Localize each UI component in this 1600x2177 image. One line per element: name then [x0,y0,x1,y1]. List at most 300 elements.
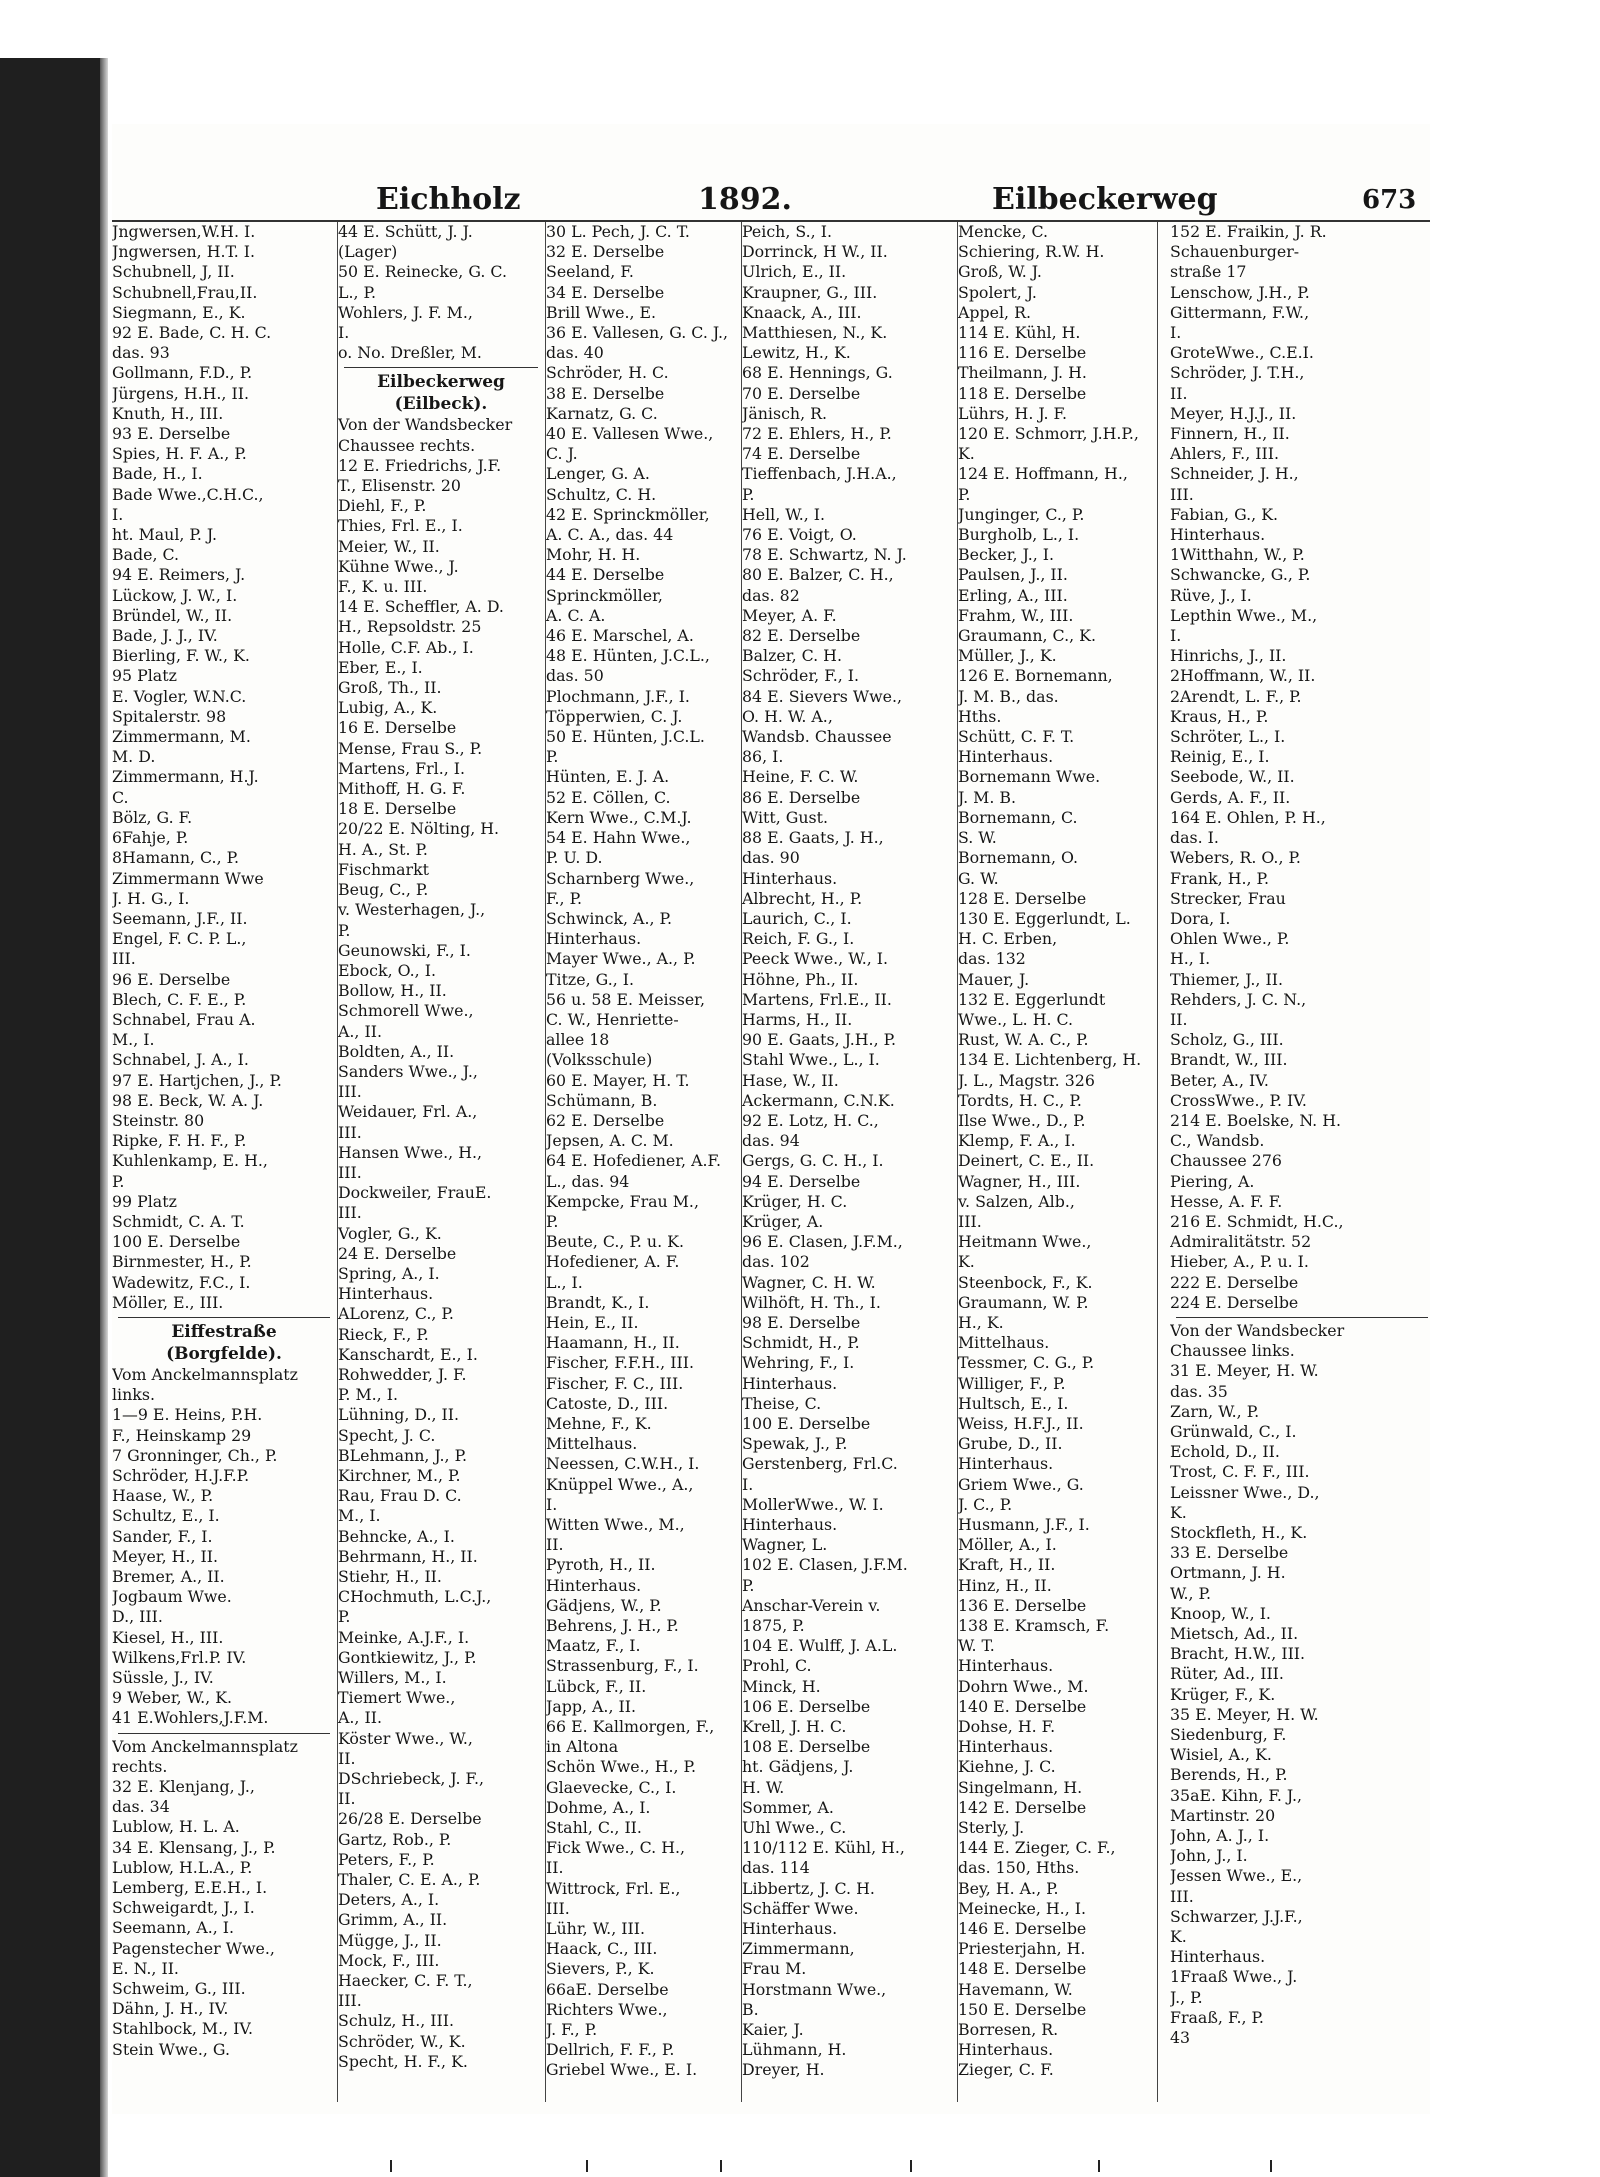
directory-entry: das. 40 [546,343,604,363]
directory-entry: Hths. [958,706,1002,726]
directory-entry: o. No. Dreßler, M. [338,343,482,363]
directory-column-3 [546,222,740,2082]
directory-entry: Knuth, H., III. [112,403,224,423]
directory-entry: Stahlbock, M., IV. [112,2019,254,2039]
directory-entry: 34 E. Derselbe [546,282,665,302]
directory-entry: 94 E. Derselbe [742,1171,861,1191]
directory-entry: Hinterhaus. [1170,525,1266,545]
directory-entry: 76 E. Voigt, O. [742,525,857,545]
scan-tick [1270,2160,1272,2172]
directory-entry: Möller, A., I. [958,1535,1057,1555]
directory-entry: Martens, Frl., I. [338,758,466,778]
directory-entry: 96 E. Clasen, J.F.M., [742,1232,903,1252]
directory-entry: Steenbock, F., K. [958,1272,1093,1292]
directory-entry: 97 E. Hartjchen, J., P. [112,1070,282,1090]
directory-entry: II. [1170,383,1188,403]
directory-entry: Hinterhaus. [958,1656,1054,1676]
directory-entry: Echold, D., II. [1170,1442,1280,1462]
directory-entry: 30 L. Pech, J. C. T. [546,222,690,241]
directory-entry: Rieck, F., P. [338,1324,429,1344]
directory-entry: 2Arendt, L. F., P. [1170,686,1302,706]
directory-entry: Mencke, C. [958,222,1049,241]
directory-entry: J. M. B., das. [958,686,1059,706]
directory-entry: Fick Wwe., C. H., [546,1838,686,1858]
directory-entry: 78 E. Schwartz, N. J. [742,545,907,565]
directory-column-6 [1170,222,1434,2082]
directory-entry: v. Salzen, Alb., [958,1191,1075,1211]
directory-entry: Schröder, H. C. [546,363,669,383]
directory-entry: Griebel Wwe., E. I. [546,2060,698,2080]
directory-entry: Witt, Gust. [742,807,829,827]
street-heading: Eiffestraße [171,1321,277,1342]
directory-entry: Dähn, J. H., IV. [112,1999,229,2019]
directory-entry: Reich, F. G., I. [742,929,855,949]
section-rule [118,1733,330,1734]
directory-entry: Kern Wwe., C.M.J. [546,807,692,827]
directory-entry: Junginger, C., P. [958,504,1085,524]
directory-entry: Martens, Frl.E., II. [742,989,892,1009]
directory-entry: L., P. [338,282,377,302]
page-number: 673 [1362,185,1417,215]
directory-entry: 56 u. 58 E. Meisser, [546,989,706,1009]
directory-entry: Dorrinck, H W., II. [742,242,888,262]
directory-entry: Rüter, Ad., III. [1170,1664,1284,1684]
directory-entry: 48 E. Hünten, J.C.L., [546,646,710,666]
directory-entry: Erling, A., III. [958,585,1068,605]
directory-entry: 80 E. Balzer, C. H., [742,565,894,585]
directory-entry: 92 E. Lotz, H. C., [742,1110,879,1130]
directory-entry: 18 E. Derselbe [338,799,457,819]
directory-entry: 9 Weber, W., K. [112,1688,233,1708]
directory-entry: Schümann, B. [546,1090,658,1110]
directory-entry: Köster Wwe., W., [338,1728,473,1748]
directory-entry: 36 E. Vallesen, G. C. J., [546,323,729,343]
directory-entry: Kanschardt, E., I. [338,1344,478,1364]
directory-entry: Hinterhaus. [958,1737,1054,1757]
directory-entry: I. [742,1474,754,1494]
directory-entry: C., Wandsb. [1170,1131,1265,1151]
directory-entry: Bade, H., I. [112,464,203,484]
directory-entry: Stein Wwe., G. [112,2039,231,2059]
directory-entry: Peeck Wwe., W., I. [742,949,889,969]
directory-entry: Catoste, D., III. [546,1393,669,1413]
directory-entry: Krüger, F., K. [1170,1684,1276,1704]
directory-entry: Sanders Wwe., J., [338,1061,478,1081]
directory-entry: Bremer, A., II. [112,1567,225,1586]
directory-entry: 98 E. Derselbe [742,1312,861,1332]
directory-entry: das. 114 [742,1858,810,1878]
directory-entry: Haecker, C. F. T., [338,1971,473,1991]
directory-entry: 128 E. Derselbe [958,888,1087,908]
directory-entry: Birnmester, H., P. [112,1252,252,1272]
directory-entry: Schröder, F., I. [742,666,860,686]
directory-entry: Ripke, F. H. F., P. [112,1131,247,1151]
directory-entry: Ackermann, C.N.K. [742,1090,895,1110]
directory-entry: Ilse Wwe., D., P. [958,1110,1086,1130]
directory-entry: Pyroth, H., II. [546,1555,656,1575]
section-rule [118,1317,330,1318]
directory-entry: Hinterhaus. [742,1373,838,1393]
directory-entry: Wadewitz, F.C., I. [112,1272,251,1292]
directory-entry: Vom Anckelmannsplatz [112,1364,298,1384]
directory-entry: 100 E. Derselbe [112,1232,241,1252]
directory-entry: 1Witthahn, W., P. [1170,545,1305,565]
directory-entry: Lemberg, E.E.H., I. [112,1878,268,1898]
directory-entry: Singelmann, H. [958,1777,1083,1797]
directory-entry: Lübck, F., II. [546,1676,647,1696]
directory-entry: E. Vogler, W.N.C. [112,686,247,706]
directory-entry: das. 50 [546,666,604,686]
directory-entry: Spies, H. F. A., P. [112,444,247,464]
directory-entry: Thaler, C. E. A., P. [338,1870,481,1890]
directory-entry: Hinterhaus. [742,868,838,888]
directory-entry: Seebode, W., II. [1170,767,1295,787]
directory-entry: Husmann, J.F., I. [958,1515,1090,1534]
directory-entry: Seemann, J.F., II. [112,908,248,928]
directory-entry: Piering, A. [1170,1171,1255,1191]
directory-entry: Bade, C. [112,545,180,565]
directory-entry: 93 E. Derselbe [112,424,231,444]
directory-entry: Jänisch, R. [742,403,828,423]
directory-entry: Hansen Wwe., H., [338,1142,483,1162]
directory-entry: Sievers, P., K. [546,1959,655,1979]
directory-entry: Süssle, J., IV. [112,1668,214,1688]
directory-entry: Siegmann, E., K. [112,302,246,322]
directory-entry: 34 E. Klensang, J., P. [112,1837,276,1857]
directory-entry: Hesse, A. F. F. [1170,1191,1283,1211]
directory-entry: J. L., Magstr. 326 [958,1070,1095,1090]
directory-entry: Zimmermann, [742,1939,855,1959]
directory-entry: Spitalerstr. 98 [112,706,227,726]
directory-entry: das. I. [1170,828,1219,848]
directory-entry: Lühr, W., III. [546,1919,645,1939]
directory-entry: Mock, F., III. [338,1950,440,1970]
directory-entry: 148 E. Derselbe [958,1959,1087,1979]
directory-entry: C. W., Henriette- [546,1009,679,1029]
directory-entry: Mohr, H. H. [546,545,641,565]
directory-entry: Blech, C. F. E., P. [112,989,247,1009]
directory-entry: III. [338,1203,362,1223]
directory-entry: III. [958,1211,982,1231]
directory-entry: Maatz, F., I. [546,1636,641,1656]
directory-entry: Trost, C. F. F., III. [1170,1462,1310,1482]
directory-entry: 124 E. Hoffmann, H., [958,464,1128,484]
directory-entry: Sommer, A. [742,1797,834,1817]
directory-entry: Burgholb, L., I. [958,525,1080,545]
directory-entry: Willers, M., I. [338,1668,447,1688]
directory-entry: Harms, H., II. [742,1009,853,1029]
directory-entry: II. [338,1748,356,1768]
directory-entry: 42 E. Sprinckmöller, [546,504,710,524]
directory-entry: Chaussee 276 [1170,1151,1282,1171]
directory-entry: Dohse, H. F. [958,1717,1056,1737]
directory-entry: Heine, F. C. W. [742,767,859,787]
directory-entry: Wagner, C. H. W. [742,1272,876,1292]
directory-entry: Wehring, F., I. [742,1353,855,1373]
directory-entry: Stiehr, H., II. [338,1567,442,1586]
directory-entry: II. [338,1789,356,1809]
directory-entry: 50 E. Hünten, J.C.L. [546,727,705,747]
directory-entry: K. [958,444,975,464]
directory-entry: Geunowski, F., I. [338,940,471,960]
directory-entry: Lühmann, H. [742,2040,847,2060]
directory-entry: 44 E. Schütt, J. J. [338,222,473,241]
directory-entry: 31 E. Meyer, H. W. [1170,1361,1319,1381]
directory-entry: 6Fahje, P. [112,828,189,848]
directory-entry: K. [1170,1502,1187,1522]
directory-entry: G. W. [958,868,999,888]
directory-entry: Peters, F., P. [338,1849,435,1869]
directory-entry: M., I. [338,1506,381,1526]
directory-entry: Stahl, C., II. [546,1818,642,1838]
directory-entry: Schäffer Wwe. [742,1898,859,1918]
directory-entry: das. 34 [112,1797,170,1817]
directory-entry: Hieber, A., P. u. I. [1170,1252,1309,1272]
directory-entry: links. [112,1385,155,1405]
directory-entry: Japp, A., II. [546,1696,636,1716]
directory-entry: P. U. D. [546,848,603,868]
directory-entry: Lenger, G. A. [546,464,650,484]
directory-entry: Jürgens, H.H., II. [112,383,249,403]
directory-entry: Hinrichs, J., II. [1170,646,1287,666]
directory-entry: Zimmermann, M. [112,727,251,747]
directory-entry: 99 Platz [112,1191,177,1211]
directory-entry: Weiss, H.F.J., II. [958,1413,1084,1433]
directory-entry: Engel, F. C. P. L., [112,929,247,949]
directory-entry: Krüger, H. C. [742,1191,848,1211]
directory-entry: J., P. [1170,1987,1203,2007]
directory-entry: 95 Platz [112,666,177,686]
directory-entry: 136 E. Derselbe [958,1595,1087,1615]
directory-entry: Jepsen, A. C. M. [546,1131,674,1151]
scan-binding-edge [100,58,108,2177]
directory-entry: Von der Wandsbecker [1170,1320,1345,1340]
directory-entry: 72 E. Ehlers, H., P. [742,424,892,444]
directory-entry: Specht, J. C. [338,1425,436,1445]
directory-entry: Wagner, L. [742,1535,828,1555]
directory-entry: Lublow, H.L.A., P. [112,1857,253,1877]
directory-entry: II. [546,1535,564,1555]
directory-entry: Richters Wwe., [546,1999,668,2019]
directory-entry: 70 E. Derselbe [742,383,861,403]
directory-entry: Spewak, J., P. [742,1434,848,1454]
directory-entry: H., I. [1170,949,1211,969]
directory-entry: S. W. [958,828,997,848]
directory-entry: 92 E. Bade, C. H. C. [112,323,272,343]
directory-entry: Gontkiewitz, J., P. [338,1647,477,1667]
directory-entry: P. [742,1575,755,1595]
directory-entry: Schön Wwe., H., P. [546,1757,697,1777]
directory-entry: H., K. [958,1312,1004,1332]
directory-entry: Dohme, A., I. [546,1797,651,1817]
directory-entry: Zimmermann, H.J. [112,767,259,787]
directory-entry: Schnabel, J. A., I. [112,1050,249,1070]
directory-entry: Gerds, A. F., II. [1170,787,1291,807]
directory-entry: Schultz, E., I. [112,1506,220,1526]
directory-entry: 33 E. Derselbe [1170,1543,1289,1563]
directory-entry: Jessen Wwe., E., [1170,1866,1303,1886]
directory-entry: Titze, G., I. [546,969,635,989]
directory-entry: Bracht, H.W., III. [1170,1644,1306,1664]
directory-entry: Bey, H. A., P. [958,1878,1059,1898]
directory-entry: Steinstr. 80 [112,1110,205,1130]
directory-entry: Borresen, R. [958,2020,1059,2040]
directory-entry: Haack, C., III. [546,1939,658,1959]
directory-entry: 35aE. Kihn, F. J., [1170,1785,1303,1805]
directory-entry: Knoop, W., I. [1170,1603,1271,1623]
scan-footer-marks [390,2160,1290,2172]
directory-entry: Thiemer, J., II. [1170,969,1283,989]
directory-entry: Hinterhaus. [742,1515,838,1534]
directory-entry: Grimm, A., II. [338,1910,448,1930]
directory-entry: Stockfleth, H., K. [1170,1523,1308,1542]
directory-entry: Chaussee links. [1170,1341,1295,1361]
header-left-street: Eichholz [376,182,521,217]
directory-entry: 86 E. Derselbe [742,787,861,807]
directory-entry: Gittermann, F.W., [1170,302,1310,322]
directory-entry: Kuhlenkamp, E. H., [112,1151,268,1171]
directory-entry: Prohl, C. [742,1656,812,1676]
directory-entry: Hünten, E. J. A. [546,767,670,787]
directory-entry: 164 E. Ohlen, P. H., [1170,807,1326,827]
directory-entry: Knüppel Wwe., A., [546,1474,694,1494]
directory-entry: II. [546,1858,564,1878]
directory-entry: Vogler, G., K. [338,1223,442,1243]
directory-entry: 106 E. Derselbe [742,1696,871,1716]
directory-entry: Lückow, J. W., I. [112,585,238,605]
directory-entry: 104 E. Wulff, J. A.L. [742,1636,898,1656]
directory-entry: Schmorell Wwe., [338,1001,474,1021]
directory-entry: Finnern, H., II. [1170,424,1290,444]
directory-entry: Schubnell, J, II. [112,262,235,282]
directory-entry: Bornemann, C. [958,807,1078,827]
directory-entry: Laurich, C., I. [742,908,852,928]
directory-entry: Kraupner, G., III. [742,282,878,302]
directory-entry: Frau M. [742,1959,807,1979]
directory-entry: das. 82 [742,585,800,605]
directory-entry: P. [958,484,971,504]
directory-entry: Rüve, J., I. [1170,585,1252,605]
directory-entry: Beug, C., P. [338,880,429,900]
directory-entry: 1875, P. [742,1616,805,1636]
directory-entry: Klemp, F. A., I. [958,1131,1076,1151]
directory-entry: A. C. A. [546,605,606,625]
scan-tick [586,2160,588,2172]
directory-entry: Brill Wwe., E. [546,302,657,322]
directory-entry: III. [1170,1886,1194,1906]
directory-entry: H. W. [742,1777,785,1797]
directory-entry: K. [1170,1927,1187,1947]
directory-entry: Lublow, H. L. A. [112,1817,240,1837]
directory-entry: J. H. G., I. [112,888,190,908]
directory-entry: das. 90 [742,848,800,868]
directory-entry: 32 E. Derselbe [546,242,665,262]
directory-page [112,124,1430,2114]
directory-entry: Scholz, G., III. [1170,1030,1284,1050]
directory-entry: Haase, W., P. [112,1486,214,1506]
directory-entry: 100 E. Derselbe [742,1413,871,1433]
directory-entry: III. [338,1991,362,2011]
directory-entry: Mietsch, Ad., II. [1170,1624,1299,1644]
directory-entry: Boldten, A., II. [338,1041,455,1061]
directory-entry: Hinterhaus. [958,2040,1054,2060]
directory-entry: John, A. J., I. [1170,1826,1270,1846]
directory-entry: das. 94 [742,1131,800,1151]
directory-entry: 74 E. Derselbe [742,444,861,464]
directory-entry: Reinig, E., I. [1170,747,1270,767]
directory-entry: Specht, H. F., K. [338,2051,468,2071]
directory-columns [112,222,1302,2102]
directory-entry: Gartz, Rob., P. [338,1829,452,1849]
directory-entry: Strassenburg, F., I. [546,1656,699,1676]
directory-entry: Hinterhaus. [546,929,642,949]
directory-entry: Lenschow, J.H., P. [1170,282,1310,302]
directory-entry: Paulsen, J., II. [958,565,1068,585]
directory-entry: Seeland, F. [546,262,634,282]
directory-entry: Mauer, J. [958,969,1030,989]
directory-entry: Frank, H., P. [1170,868,1270,888]
directory-entry: BLehmann, J., P. [338,1445,468,1465]
directory-entry: 50 E. Reinecke, G. C. [338,262,507,282]
directory-entry: das. 93 [112,343,170,363]
directory-entry: W., P. [1170,1583,1211,1603]
directory-entry: 32 E. Klenjang, J., [112,1777,255,1797]
directory-entry: (Volksschule) [546,1050,653,1070]
directory-entry: Schiering, R.W. H. [958,242,1105,262]
directory-entry: Haamann, H., II. [546,1333,680,1353]
directory-entry: 86, I. [742,747,784,767]
directory-entry: Ortmann, J. H. [1170,1563,1286,1583]
directory-entry: Tordts, H. C., P. [958,1090,1082,1110]
directory-entry: Hofediener, A. F. [546,1252,680,1272]
directory-entry: Dora, I. [1170,908,1231,928]
directory-entry: Hein, E., II. [546,1312,639,1332]
directory-entry: Hultsch, E., I. [958,1393,1069,1413]
directory-entry: III. [338,1082,362,1102]
directory-entry: Meyer, H., II. [112,1546,218,1566]
directory-entry: Wohlers, J. F. M., [338,302,473,322]
directory-entry: Appel, R. [958,302,1031,322]
directory-entry: Schauenburger- [1170,242,1300,262]
directory-entry: Schröter, L., I. [1170,727,1286,747]
street-heading: (Borgfelde). [166,1343,282,1364]
directory-entry: Rust, W. A. C., P. [958,1030,1089,1050]
directory-entry: Behncke, A., I. [338,1526,455,1546]
directory-entry: Schulz, H., III. [338,2011,455,2031]
directory-entry: 66 E. Kallmorgen, F., [546,1717,715,1737]
directory-entry: Müller, J., K. [958,646,1057,666]
directory-entry: M., I. [112,1030,155,1050]
directory-entry: Albrecht, H., P. [742,888,863,908]
directory-entry: W. T. [958,1636,995,1656]
header-right-street: Eilbeckerweg [992,182,1218,217]
directory-entry: Jngwersen, H.T. I. [112,242,256,262]
directory-entry: 7 Gronninger, Ch., P. [112,1445,278,1465]
directory-entry: Horstmann Wwe., [742,1979,887,1999]
directory-entry: Weidauer, Frl. A., [338,1102,478,1122]
directory-entry: 38 E. Derselbe [546,383,665,403]
directory-entry: Dellrich, F. F., P. [546,2040,675,2060]
scan-tick [720,2160,722,2172]
directory-entry: Chaussee rechts. [338,435,476,455]
directory-entry: P. [742,484,755,504]
directory-entry: F., K. u. III. [338,577,428,597]
directory-entry: 60 E. Mayer, H. T. [546,1070,690,1090]
directory-entry: Dohrn Wwe., M. [958,1676,1089,1696]
directory-entry: Rohwedder, J. F. [338,1364,467,1384]
directory-entry: Zarn, W., P. [1170,1401,1260,1421]
directory-entry: Zimmermann Wwe [112,868,264,888]
